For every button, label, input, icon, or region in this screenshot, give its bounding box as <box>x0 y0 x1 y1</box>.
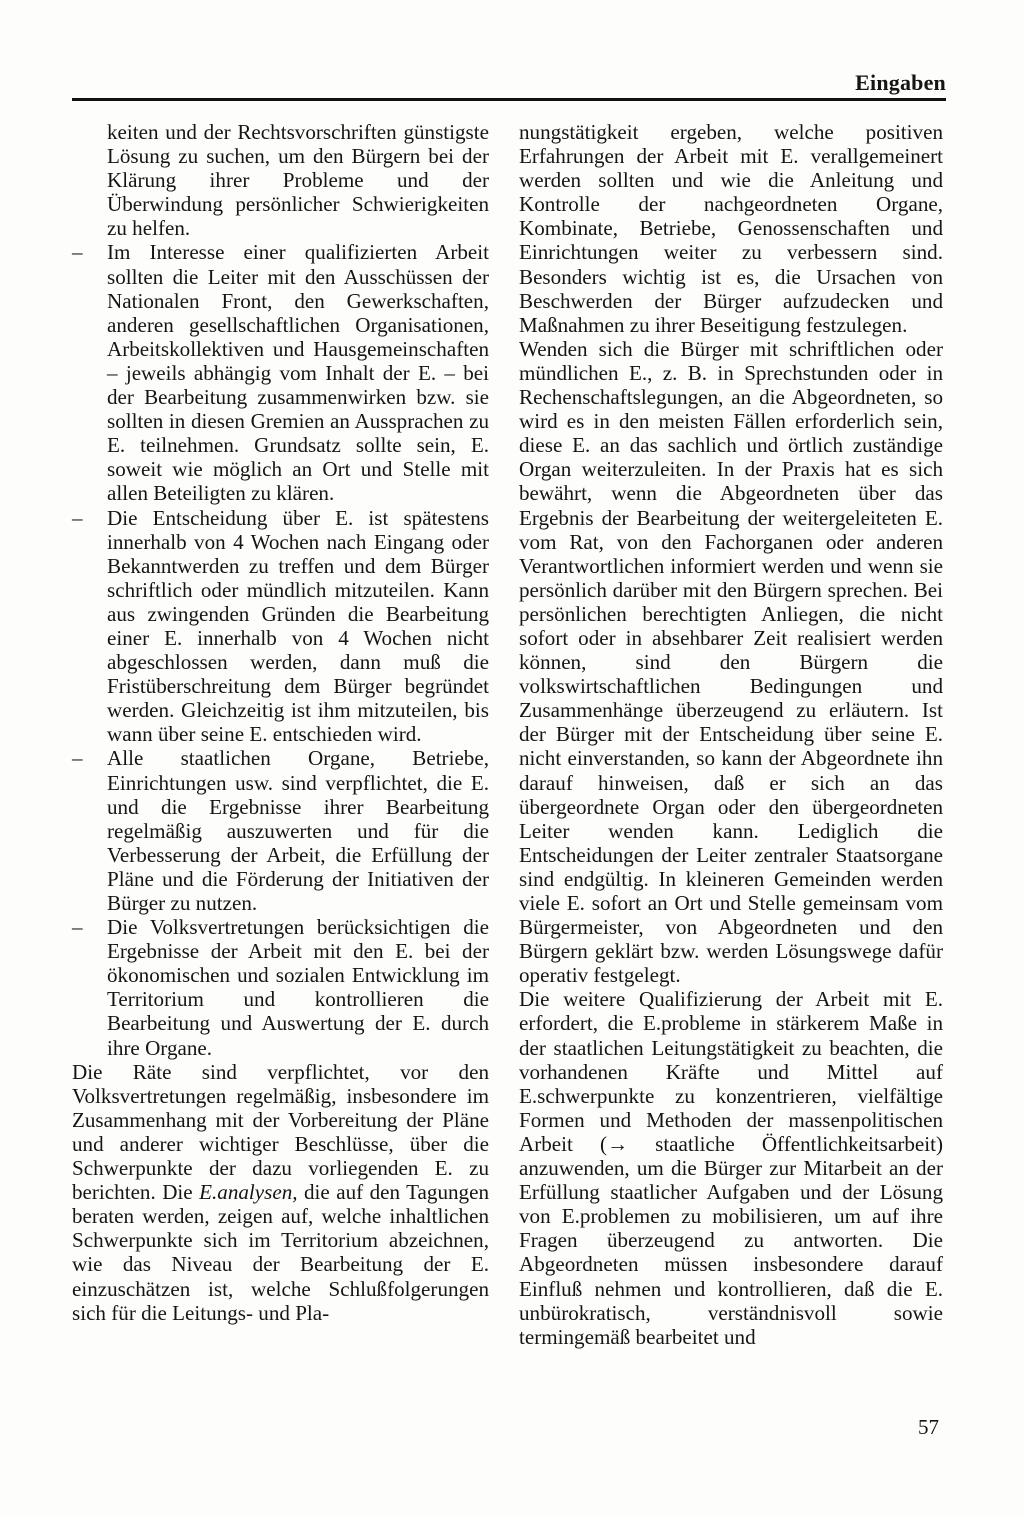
continuation-paragraph: keiten und der Rechtsvorschriften günstigste Lösung zu suchen, um den Bürgern bei der Klärung ihrer Probleme und der Überwindung persönlicher Schwierigkeiten zu helfen. <box>107 120 489 241</box>
page-header <box>72 68 946 101</box>
list-item-text: Die Volksvertretungen berücksichtigen die Ergebnisse der Arbeit mit den E. bei der ökonomischen und sozialen Entwicklung im Territorium und kontrollieren die Bearbeitung und Auswertung der E. durch ihre Organe. <box>107 915 489 1060</box>
list-item <box>72 746 489 915</box>
right-column <box>519 120 943 1349</box>
list-item-text: Im Interesse einer qualifizierten Arbeit sollten die Leiter mit den Ausschüssen der Nationalen Front, den Gewerkschaften, anderen gesellschaftlichen Organisationen, Arbeitskollektiven und Hausgemeinschaften – jeweils abhängig vom Inhalt der E. – bei der Bearbeitung zusammenwirken bzw. sie sollten in diesen Gremien an Aussprachen zu E. teilnehmen. Grundsatz sollte sein, E. soweit wie möglich an Ort und Stelle mit allen Beteiligten zu klären. <box>107 240 489 506</box>
dash-marker: – <box>72 240 83 265</box>
closing-paragraph <box>72 1060 489 1325</box>
paragraph-3: Die weitere Qualifizierung der Arbeit mit E. erfordert, die E.probleme in stärkerem Maße in der staatlichen Leitungstätigkeit zu beachten, die vorhandenen Kräfte und Mittel auf E.schwerpunkte zu konzentrieren, vielfältige Formen und Methoden der massenpolitischen Arbeit (→ staatliche Öffentlichkeitsarbeit) anzuwenden, um die Bürger zur Mitarbeit an der Erfüllung staatlicher Aufgaben und der Lösung von E.problemen zu mobilisieren, um auf ihre Fragen überzeugend zu antworten. Die Abgeordneten müssen insbesondere darauf Einfluß nehmen und kontrollieren, daß die E. unbürokratisch, verständnisvoll sowie termingemäß bearbeitet und <box>519 987 943 1349</box>
list-item <box>72 506 489 747</box>
closing-text-end: die auf den Tagungen beraten werden, zeigen auf, welche inhaltlichen Schwerpunkte sich im Territorium abzeichnen, wie das Niveau der Bearbeitung der E. einzuschätzen ist, welche Schlußfolgerungen sich für die Leitungs- und Pla- <box>72 1180 489 1325</box>
page-number: 57 <box>918 1415 939 1439</box>
dash-marker: – <box>72 915 83 940</box>
list-item <box>72 240 489 505</box>
italic-term: E.analysen, <box>199 1180 298 1205</box>
closing-text-start: Die Räte sind verpflichtet, vor den Volksvertretungen regelmäßig, insbesondere im Zusammenhang mit der Vorbereitung der Pläne und anderer wichtiger Beschlüsse, über die Schwerpunkte der dazu vorliegenden E. zu berichten. Die <box>72 1059 489 1205</box>
list-item-text: Alle staatlichen Organe, Betriebe, Einrichtungen usw. sind verpflichtet, die E. und die Ergebnisse ihrer Bearbeitung regelmäßig auszuwerten und für die Verbesserung der Arbeit, die Erfüllung der Pläne und die Förderung der Initiativen der Bürger zu nutzen. <box>107 746 489 915</box>
dash-marker: – <box>72 505 83 530</box>
paragraph-1: nungstätigkeit ergeben, welche positiven Erfahrungen der Arbeit mit E. verallgemeinert werden sollten und wie die Anleitung und Kontrolle der nachgeordneten Organe, Kombinate, Betriebe, Genossenschaften und Einrichtungen weiter zu verbessern sind. Besonders wichtig ist es, die Ursachen von Beschwerden der Bürger aufzudecken und Maßnahmen zu ihrer Beseitigung festzulegen. <box>519 120 943 337</box>
paragraph-2: Wenden sich die Bürger mit schriftlichen oder mündlichen E., z. B. in Sprechstunden oder in Rechenschaftslegungen, an die Abgeordneten, so wird es in den meisten Fällen erforderlich sein, diese E. an das sachlich und örtlich zuständige Organ weiterzuleiten. In der Praxis hat es sich bewährt, wenn die Abgeordneten über das Ergebnis der Bearbeitung der weitergeleiteten E. vom Rat, von den Fachorganen oder anderen Verantwortlichen informiert werden und wenn sie persönlich darüber mit den Bürgern sprechen. Bei persönlichen berechtigten Anliegen, die nicht sofort oder in absehbarer Zeit realisiert werden können, sind den Bürgern die volkswirtschaftlichen Bedingungen und Zusammenhänge überzeugend zu erläutern. Ist der Bürger mit der Entscheidung über seine E. nicht einverstanden, so kann der Abgeordnete ihn darauf hinweisen, daß er sich an das übergeordnete Organ oder den übergeordneten Leiter wenden kann. Lediglich die Entscheidungen der Leiter zentraler Staatsorgane sind endgültig. In kleineren Gemeinden werden viele E. sofort an Ort und Stelle gemeinsam vom Bürgermeister, von Abgeordneten und den Bürgern geklärt bzw. werden Lösungswege dafür operativ festgelegt. <box>519 336 943 988</box>
left-column <box>72 120 489 1325</box>
list-item <box>72 915 489 1060</box>
section-title: Eingaben <box>855 70 946 95</box>
dash-marker: – <box>72 746 83 771</box>
list-item-text: Die Entscheidung über E. ist spätestens innerhalb von 4 Wochen nach Eingang oder Bekanntwerden zu treffen und dem Bürger schriftlich oder mündlich mitzuteilen. Kann aus zwingenden Gründen die Bearbeitung einer E. innerhalb von 4 Wochen nicht abgeschlossen werden, dann muß die Fristüberschreitung dem Bürger begründet werden. Gleichzeitig ist ihm mitzuteilen, bis wann über seine E. entschieden wird. <box>107 505 489 747</box>
